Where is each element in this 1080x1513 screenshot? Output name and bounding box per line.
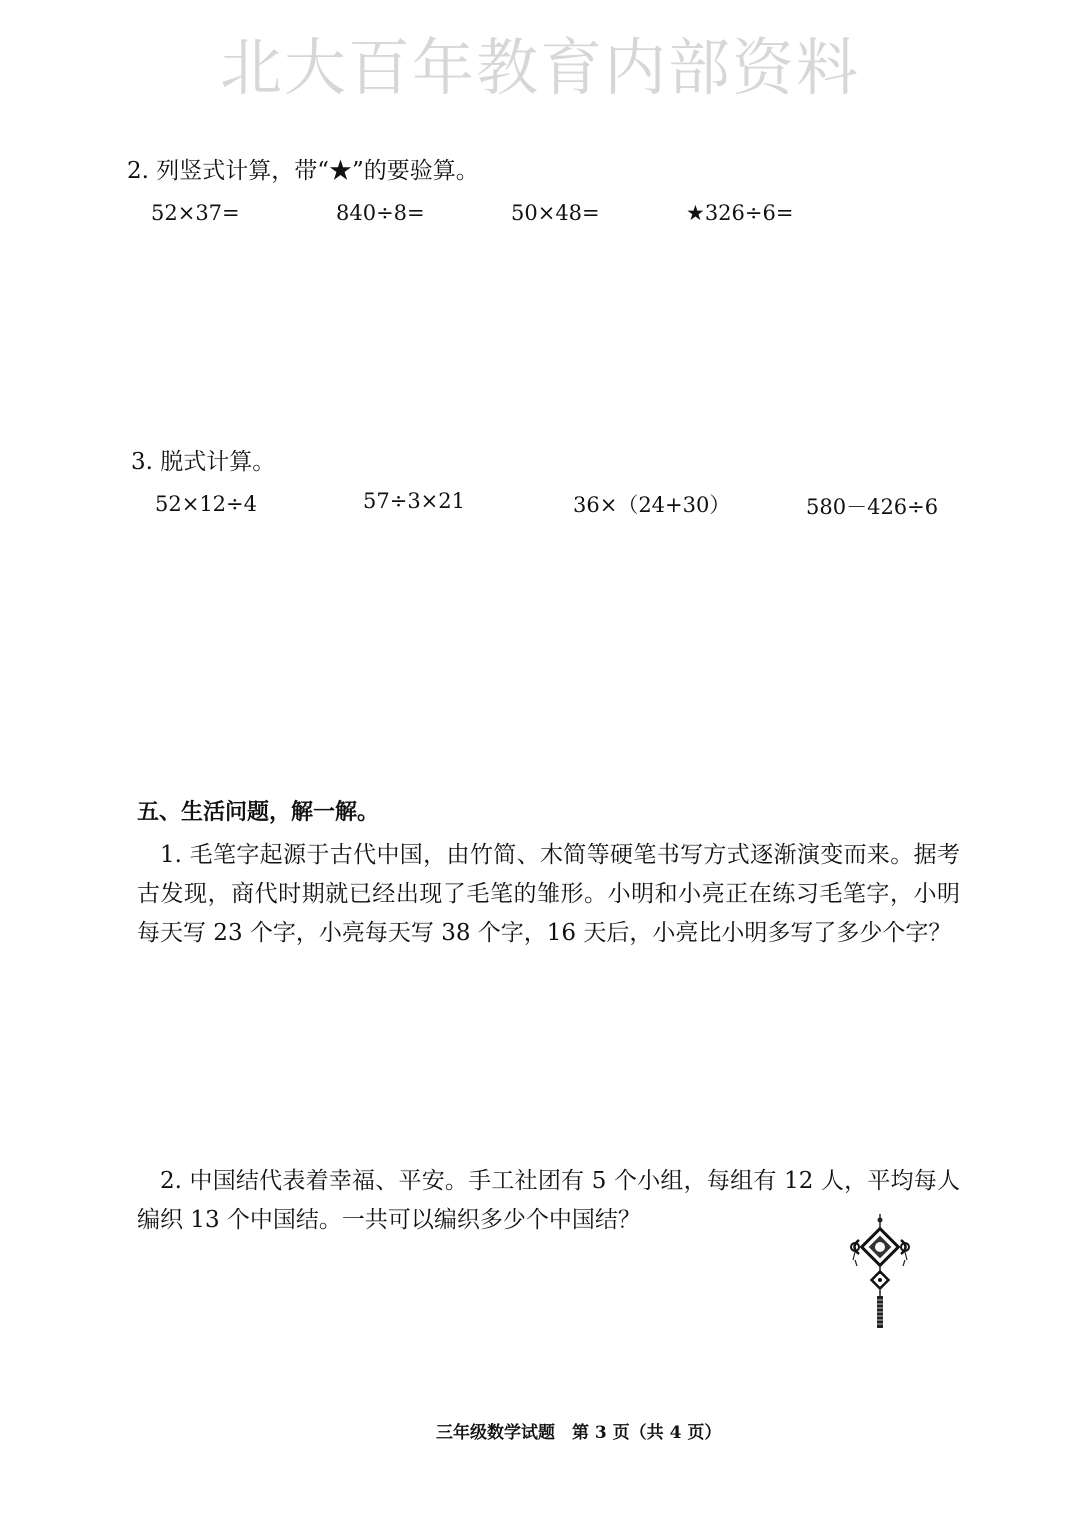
- q2-heading: 2. 列竖式计算，带“★”的要验算。: [127, 158, 479, 184]
- page-footer: 三年级数学试题 第 3 页（共 4 页）: [436, 1423, 722, 1443]
- q2-item-3: 50×48=: [511, 201, 600, 225]
- q3-heading: 3. 脱式计算。: [131, 449, 276, 475]
- q2-item-2: 840÷8=: [336, 201, 425, 225]
- q3-item-4: 580－426÷6: [806, 495, 939, 519]
- watermark: 北大百年教育内部资料: [219, 31, 860, 104]
- problem-1: [137, 836, 960, 953]
- q3-item-3: 36×（24+30）: [573, 493, 731, 517]
- problem-2: [137, 1162, 960, 1240]
- problem-1-text: 1. 毛笔字起源于古代中国，由竹简、木简等硬笔书写方式逐渐演变而来。据考古发现，商代时期就已经出现了毛笔的雏形。小明和小亮正在练习毛笔字，小明每天写 23 个字，小亮每天写 38 个字，16 天后，小亮比小明多写了多少个字？: [137, 842, 960, 946]
- q3-item-2: 57÷3×21: [363, 489, 465, 513]
- q2-item-1: 52×37=: [151, 201, 240, 225]
- problem-2-text: 2. 中国结代表着幸福、平安。手工社团有 5 个小组，每组有 12 人，平均每人编织 13 个中国结。一共可以编织多少个中国结？: [137, 1168, 960, 1233]
- q2-item-4: ★326÷6=: [686, 201, 794, 225]
- q3-item-1: 52×12÷4: [155, 492, 257, 516]
- chinese-knot-icon: [845, 1212, 915, 1332]
- section5-title: 五、生活问题，解一解。: [137, 799, 380, 825]
